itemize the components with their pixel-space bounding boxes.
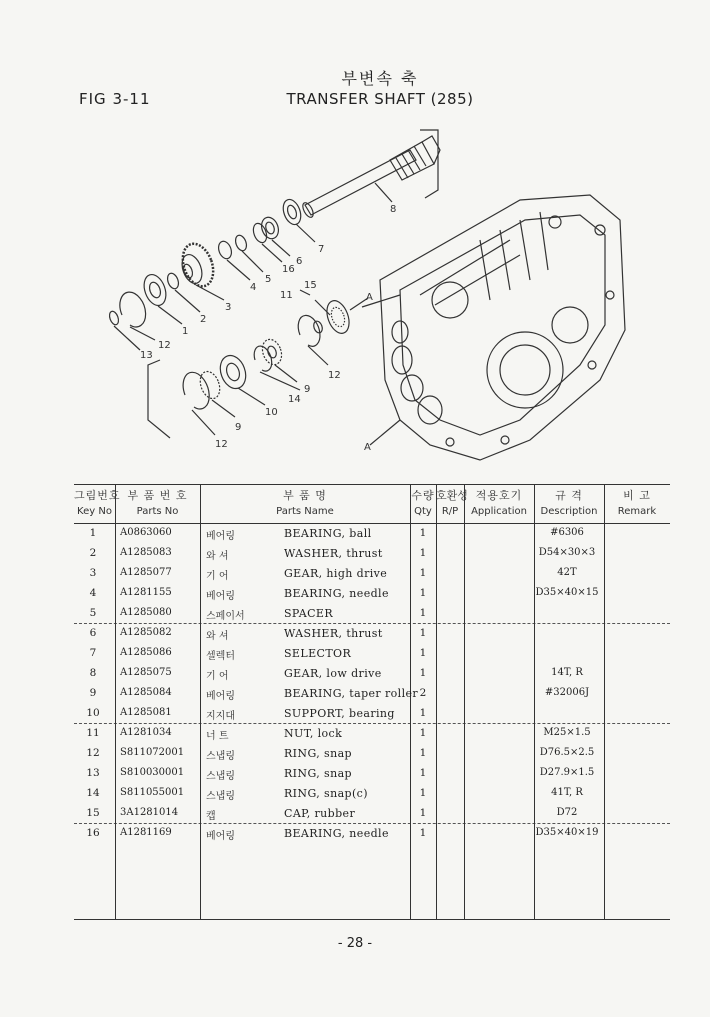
cell-parts-name: GEAR, high drive [284,567,388,580]
cell-parts-name-kr: 스페이서 [206,611,245,622]
cell-parts-no: S810030001 [120,767,185,778]
cell-parts-no: A0863060 [120,527,172,538]
cell-parts-name: RING, snap [284,767,352,780]
cell-qty: 1 [419,547,427,559]
cell-key-no: 16 [86,827,100,839]
cell-parts-name-kr: 와 셔 [206,631,229,642]
cell-key-no: 15 [86,807,100,819]
cell-parts-name-kr: 지지대 [206,711,235,722]
header-key-no: Key No [77,506,112,517]
callout-16: 16 [282,264,295,275]
table-row [74,604,670,624]
cell-qty: 1 [419,827,427,839]
callout-7: 7 [318,244,325,255]
table-row [74,744,670,764]
cell-qty: 1 [419,807,427,819]
cell-key-no: 7 [89,647,97,659]
callout-8: 8 [390,204,397,215]
cell-qty: 1 [419,587,427,599]
cell-parts-no: A1285077 [120,567,172,578]
header-key-no-kr: 그림번호 [74,489,121,502]
table-row [74,784,670,804]
table-row [74,804,670,824]
cell-parts-name-kr: 스냅링 [206,771,235,782]
cell-parts-no: S811055001 [120,787,185,798]
cell-qty: 1 [419,527,427,539]
header-parts-no: Parts No [136,506,179,517]
callout-A-top: A [366,292,373,303]
cell-parts-name-kr: 기 어 [206,671,229,682]
cell-qty: 1 [419,787,427,799]
cell-parts-no: A1281034 [120,727,172,738]
cell-qty: 1 [419,707,427,719]
callout-5: 5 [265,274,272,285]
callout-3: 3 [225,302,232,313]
cell-description: D27.9×1.5 [539,767,595,778]
header-application: Application [471,506,527,517]
cell-key-no: 4 [89,587,97,599]
cell-key-no: 12 [86,747,100,759]
header-parts-no-kr: 부 품 번 호 [127,489,188,502]
cell-description: 14T, R [551,667,583,678]
callout-1: 1 [182,326,189,337]
cell-parts-name: BEARING, ball [284,527,372,540]
callout-9-low: 9 [235,422,242,433]
cell-key-no: 11 [86,727,100,739]
cell-parts-name-kr: 베어링 [206,531,235,542]
cell-parts-no: A1285075 [120,667,172,678]
cell-parts-no: A1281169 [120,827,172,838]
table-row [74,524,670,544]
header-description: Description [540,506,598,517]
cell-parts-name: NUT, lock [284,727,343,740]
cell-parts-name-kr: 베어링 [206,591,235,602]
cell-parts-no: A1285083 [120,547,172,558]
header-application-kr: 적용호기 [475,489,523,502]
table-row [74,644,670,664]
cell-description: 41T, R [551,787,583,798]
transmission-housing [380,195,625,460]
cell-parts-no: S811072001 [120,747,185,758]
table-row [74,704,670,724]
cell-qty: 2 [419,687,427,699]
cell-parts-no: 3A1281014 [120,807,179,818]
cell-key-no: 2 [89,547,97,559]
page-number: - 28 - [337,936,373,951]
cell-description: D35×40×15 [535,587,599,598]
table-row [74,584,670,604]
cell-parts-name: RING, snap [284,747,352,760]
callout-11: 11 [280,290,293,301]
cell-description: D72 [556,807,578,818]
cell-key-no: 3 [89,567,97,579]
cell-parts-no: A1285080 [120,607,172,618]
table-row [74,624,670,644]
cell-parts-no: A1285084 [120,687,172,698]
header-parts-name-kr: 부 품 명 [283,489,327,502]
cell-parts-name: GEAR, low drive [284,667,382,680]
cell-key-no: 6 [89,627,97,639]
title-english: TRANSFER SHAFT (285) [286,90,474,108]
cell-parts-name: BEARING, needle [284,587,389,600]
header-rp-kr: 호환성 [436,489,468,502]
callout-4: 4 [250,282,257,293]
header-remark-kr: 비 고 [623,489,651,502]
cell-description: M25×1.5 [543,727,591,738]
table-row [74,724,670,744]
cell-qty: 1 [419,627,427,639]
cell-description: D54×30×3 [538,547,596,558]
cell-parts-no: A1285086 [120,647,172,658]
table-row [74,824,670,844]
cell-qty: 1 [419,727,427,739]
shaft-illustration [301,136,440,219]
cell-parts-name: WASHER, thrust [284,627,383,640]
figure-number: FIG 3-11 [79,90,151,108]
header-description-kr: 규 격 [555,489,583,502]
cell-parts-name: SPACER [284,607,333,620]
cell-qty: 1 [419,567,427,579]
cell-parts-no: A1285082 [120,627,172,638]
cell-qty: 1 [419,667,427,679]
cell-key-no: 5 [89,607,97,619]
cell-parts-name-kr: 스냅링 [206,791,235,802]
callout-12-mid: 12 [328,370,341,381]
exploded-parts-diagram [100,120,680,465]
cell-parts-name: BEARING, needle [284,827,389,840]
cell-parts-name-kr: 너 트 [206,731,229,742]
cell-key-no: 13 [86,767,100,779]
cell-parts-name: RING, snap(c) [284,787,368,800]
cell-key-no: 1 [89,527,97,539]
parts-table [74,484,670,920]
cell-parts-name-kr: 기 어 [206,571,229,582]
cell-parts-name-kr: 베어링 [206,691,235,702]
cell-description: D35×40×19 [535,827,599,838]
header-qty-kr: 수량 [411,489,435,502]
callout-14: 14 [288,394,301,405]
cell-parts-no: A1281155 [120,587,172,598]
cell-key-no: 14 [86,787,100,799]
callout-10: 10 [265,407,278,418]
cell-parts-name-kr: 와 셔 [206,551,229,562]
callout-15: 15 [304,280,317,291]
callout-13: 13 [140,350,153,361]
cell-key-no: 9 [89,687,97,699]
callout-A-low: A [364,442,371,453]
cell-parts-name-kr: 스냅링 [206,751,235,762]
cell-parts-name: SUPPORT, bearing [284,707,395,720]
cell-description: #6306 [550,527,584,538]
cell-parts-name-kr: 셀렉터 [206,651,235,662]
cell-parts-name: BEARING, taper roller [284,687,419,700]
cell-parts-no: A1285081 [120,707,172,718]
header-qty: Qty [414,506,432,517]
callout-12-top: 12 [158,340,171,351]
cell-parts-name-kr: 베어링 [206,831,235,842]
title-korean: 부변속 축 [341,69,419,88]
callout-2: 2 [200,314,207,325]
callout-9-mid: 9 [304,384,311,395]
cell-description: 42T [557,567,577,578]
cell-qty: 1 [419,647,427,659]
table-row [74,664,670,684]
cell-key-no: 8 [89,667,97,679]
cell-parts-name: CAP, rubber [284,807,356,820]
header-remark: Remark [617,506,657,517]
header-rp: R/P [441,506,459,517]
cell-qty: 1 [419,607,427,619]
cell-key-no: 10 [86,707,100,719]
table-row [74,764,670,784]
cell-description: D76.5×2.5 [539,747,595,758]
cell-qty: 1 [419,767,427,779]
callout-6: 6 [296,256,303,267]
callout-12-low: 12 [215,439,228,450]
cell-qty: 1 [419,747,427,759]
table-row [74,564,670,584]
cell-parts-name: SELECTOR [284,647,352,660]
table-row [74,684,670,704]
table-row [74,544,670,564]
header-parts-name: Parts Name [276,506,334,517]
cell-parts-name-kr: 캡 [206,811,216,822]
cell-description: #32006J [544,687,590,698]
cell-parts-name: WASHER, thrust [284,547,383,560]
